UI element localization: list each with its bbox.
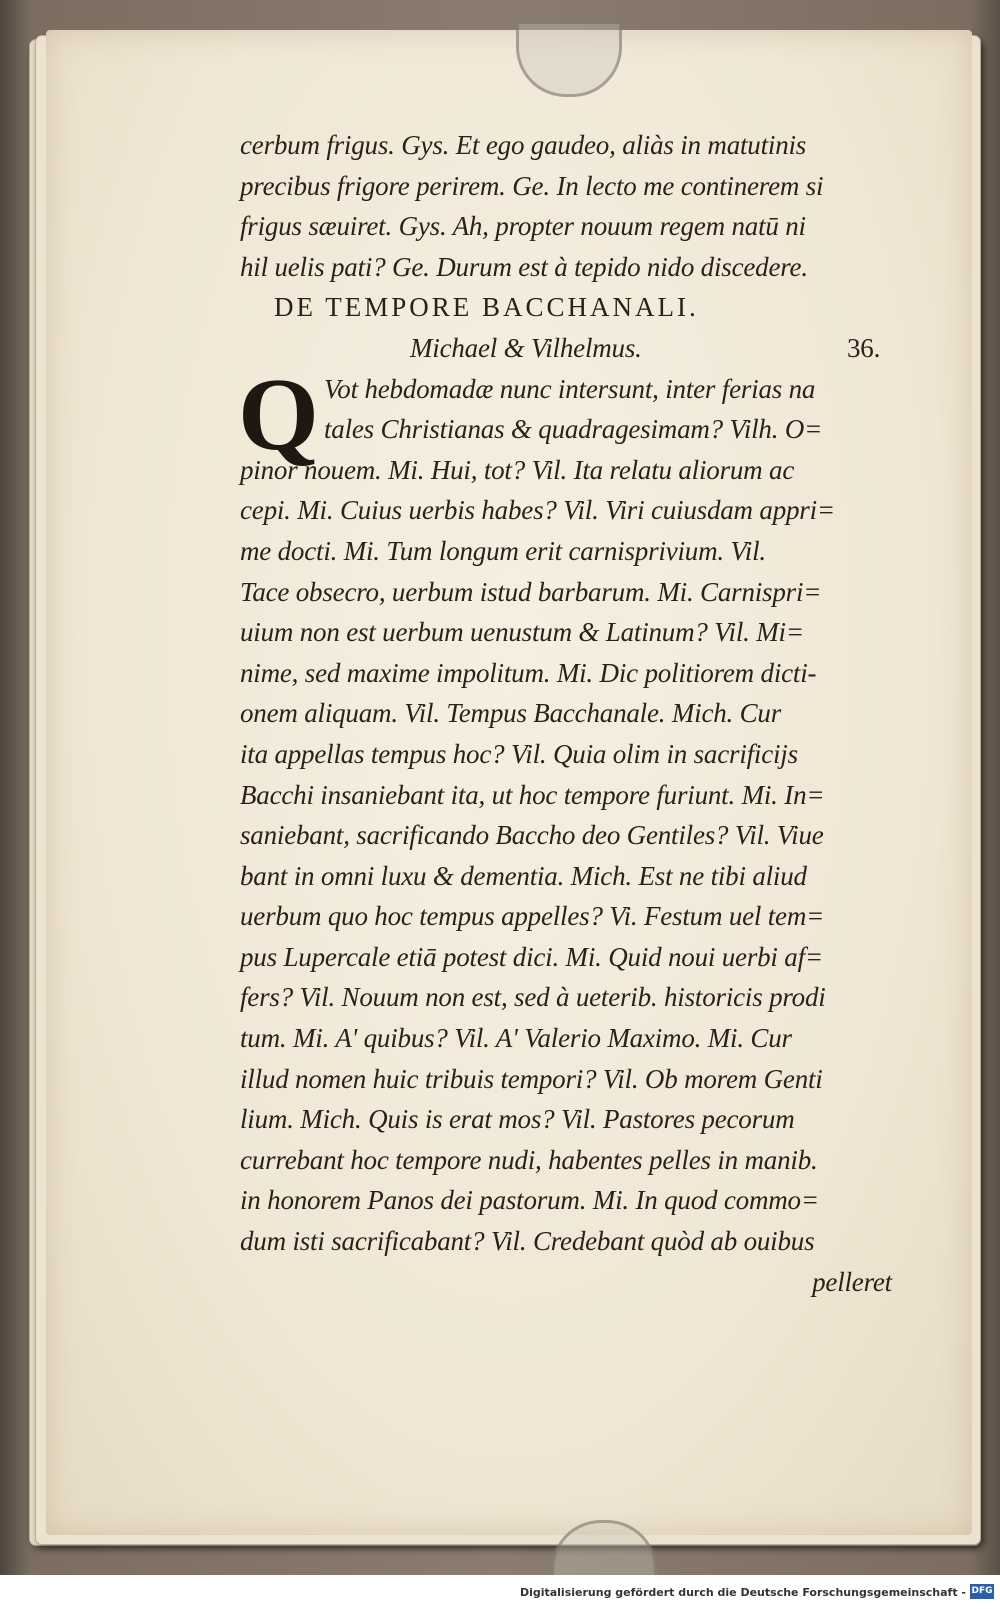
text-line: pus Lupercale etiā potest dici. Mi. Quid noui uerbi af= bbox=[240, 941, 823, 972]
speakers-names: Michael & Vilhelmus. bbox=[410, 332, 642, 363]
text-line: precibus frigore perirem. Ge. In lecto me continerem si bbox=[240, 170, 824, 201]
text-line: fers? Vil. Nouum non est, sed à ueterib. historicis prodi bbox=[240, 982, 826, 1013]
text-line: bant in omni luxu & dementia. Mich. Est ne tibi aliud bbox=[240, 860, 807, 891]
text-line: onem aliquam. Vil. Tempus Bacchanale. Mich. Cur bbox=[240, 698, 782, 729]
text-line: lium. Mich. Quis is erat mos? Vil. Pastores pecorum bbox=[240, 1104, 795, 1135]
text-line: tales Christianas & quadragesimam? Vilh. O= bbox=[324, 414, 823, 445]
text-line: dum isti sacrificabant? Vil. Credebant quòd ab ouibus bbox=[240, 1226, 815, 1257]
folio-number: 36. bbox=[847, 332, 881, 363]
text-line: cepi. Mi. Cuius uerbis habes? Vil. Viri cuiusdam appri= bbox=[240, 495, 835, 526]
text-line: Tace obsecro, uerbum istud barbarum. Mi. Carnispri= bbox=[240, 576, 822, 607]
dfg-logo-icon: DFG bbox=[970, 1584, 994, 1599]
text-line: currebant hoc tempore nudi, habentes pelles in manib. bbox=[240, 1144, 818, 1175]
text-line: uium non est uerbum uenustum & Latinum? Vil. Mi= bbox=[240, 617, 804, 648]
text-line: in honorem Panos dei pastorum. Mi. In quod commo= bbox=[240, 1185, 819, 1216]
page-text bbox=[240, 125, 920, 1302]
text-line: pinor nouem. Mi. Hui, tot? Vil. Ita relatu aliorum ac bbox=[240, 454, 795, 485]
text-line: frigus sæuiret. Gys. Ah, propter nouum regem natū ni bbox=[240, 211, 806, 242]
paper-clip-bottom-icon bbox=[551, 1520, 657, 1583]
text-line: nime, sed maxime impolitum. Mi. Dic politiorem dicti- bbox=[240, 657, 817, 688]
speakers-line bbox=[240, 328, 920, 369]
text-line: me docti. Mi. Tum longum erit carnisprivium. Vil. bbox=[240, 535, 766, 566]
text-line: cerbum frigus. Gys. Et ego gaudeo, aliàs in matutinis bbox=[240, 130, 807, 160]
text-line: Bacchi insaniebant ita, ut hoc tempore furiunt. Mi. In= bbox=[240, 779, 825, 810]
text-before-heading bbox=[240, 125, 920, 287]
text-line: Vot hebdomadæ nunc intersunt, inter ferias na bbox=[324, 373, 816, 404]
text-line: ita appellas tempus hoc? Vil. Quia olim in sacrificijs bbox=[240, 738, 798, 769]
text-line: tum. Mi. A' quibus? Vil. A' Valerio Maximo. Mi. Cur bbox=[240, 1023, 792, 1054]
text-line: saniebant, sacrificando Baccho deo Gentiles? Vil. Viue bbox=[240, 820, 824, 851]
section-heading: DE TEMPORE BACCHANALI. bbox=[274, 292, 699, 323]
drop-cap-letter: Q bbox=[238, 356, 319, 472]
text-line: uerbum quo hoc tempus appelles? Vi. Festum uel tem= bbox=[240, 901, 825, 932]
catchword: pelleret bbox=[812, 1266, 892, 1297]
text-after-dropcap bbox=[240, 450, 920, 1262]
footer-credit: Digitalisierung gefördert durch die Deutsche Forschungsgemeinschaft - bbox=[519, 1586, 966, 1599]
text-line: illud nomen huic tribuis tempori? Vil. Ob morem Genti bbox=[240, 1063, 823, 1094]
paper-clip-top-icon bbox=[516, 24, 622, 97]
text-line: hil uelis pati? Ge. Durum est à tepido nido discedere. bbox=[240, 251, 808, 282]
